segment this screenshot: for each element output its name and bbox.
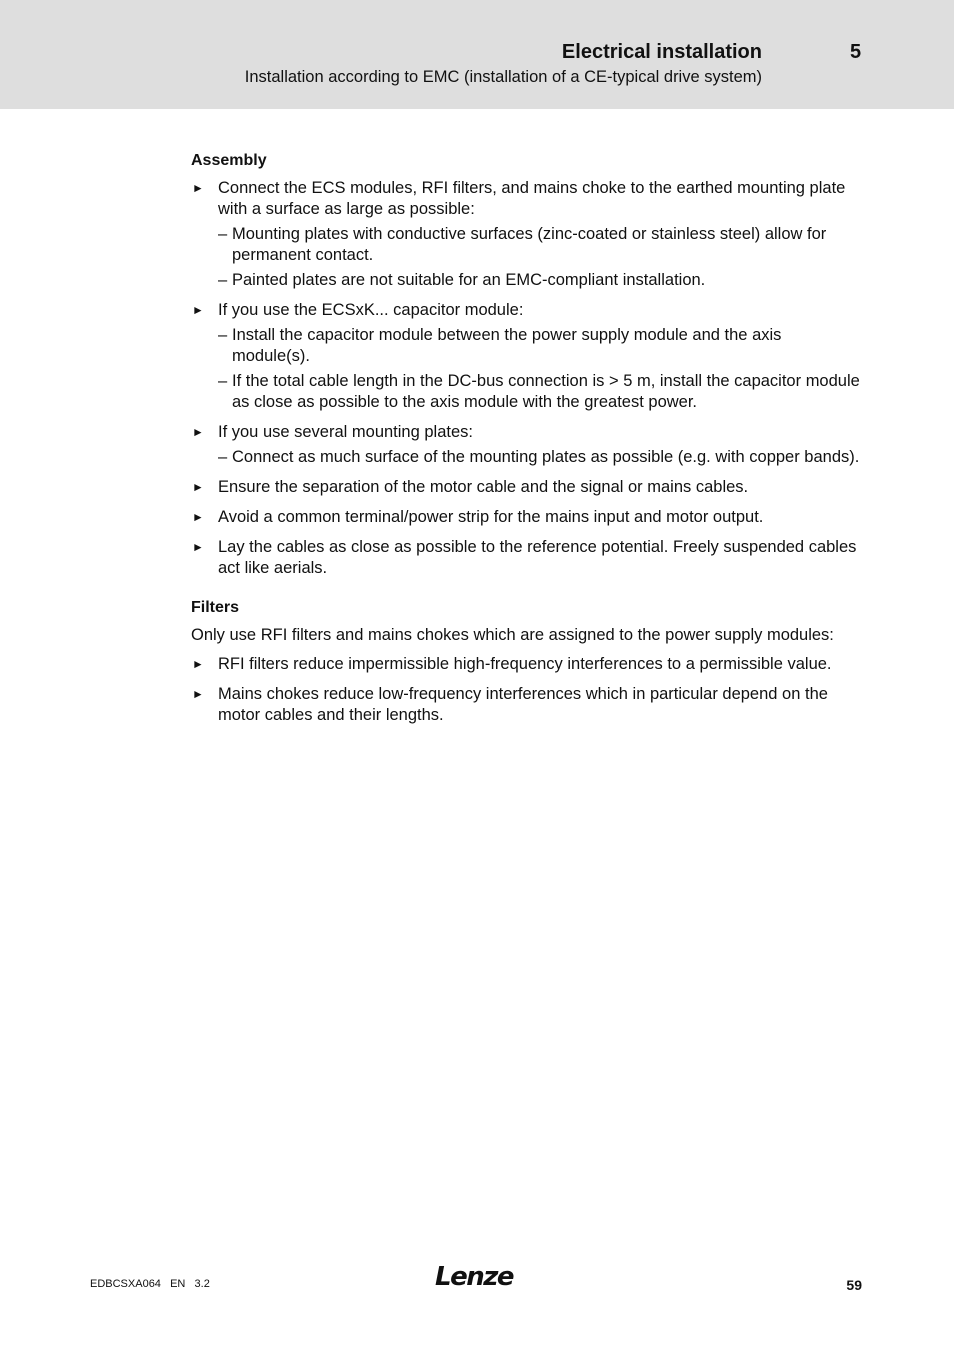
sub-list-item-text: Install the capacitor module between the power supply module and the axis module(s).	[232, 326, 782, 365]
dash-icon: –	[218, 326, 228, 344]
list-item	[191, 537, 861, 579]
sub-list-item-text: If the total cable length in the DC-bus connection is > 5 m, install the capacitor module as close as possible to the axis module with the greatest power.	[232, 372, 860, 411]
dash-icon: –	[218, 271, 228, 289]
dash-icon: –	[218, 372, 228, 390]
sub-list-item	[218, 447, 861, 468]
list-item	[191, 422, 861, 468]
dash-icon: –	[218, 225, 228, 243]
sub-list-item	[218, 224, 861, 266]
chapter-title: Electrical installation	[561, 41, 762, 63]
list-item	[191, 300, 861, 413]
section-heading-assembly: Assembly	[191, 152, 267, 169]
sub-list-item-text: Painted plates are not suitable for an EMC-compliant installation.	[232, 271, 706, 289]
list-item	[191, 178, 861, 291]
list-item-text: Ensure the separation of the motor cable and the signal or mains cables.	[218, 478, 749, 496]
page-number: 59	[846, 1277, 862, 1293]
dash-icon: –	[218, 448, 228, 466]
list-item	[191, 477, 861, 498]
bullet-arrow-icon: ►	[192, 540, 204, 554]
list-item-text: Avoid a common terminal/power strip for the mains input and motor output.	[218, 508, 764, 526]
list-item	[191, 507, 861, 528]
sub-list	[218, 447, 861, 468]
assembly-list	[191, 178, 861, 579]
main-content	[191, 150, 861, 735]
chapter-subtitle: Installation according to EMC (installation of a CE-typical drive system)	[244, 68, 762, 86]
list-item	[191, 684, 861, 726]
list-item-text: RFI filters reduce impermissible high-frequency interferences to a permissible value.	[218, 655, 832, 673]
list-item-text: Mains chokes reduce low-frequency interferences which in particular depend on the motor cables and their lengths.	[218, 685, 828, 724]
list-item-text: If you use several mounting plates:	[218, 423, 473, 441]
bullet-arrow-icon: ►	[192, 657, 204, 671]
page-header	[0, 0, 954, 109]
lenze-logo: Lenze	[435, 1262, 513, 1292]
sub-list-item-text: Connect as much surface of the mounting plates as possible (e.g. with copper bands).	[232, 448, 860, 466]
list-item-text: If you use the ECSxK... capacitor module:	[218, 301, 524, 319]
list-item-text: Lay the cables as close as possible to the reference potential. Freely suspended cables act like aerials.	[218, 538, 857, 577]
sub-list-item-text: Mounting plates with conductive surfaces (zinc-coated or stainless steel) allow for permanent contact.	[232, 225, 827, 264]
bullet-arrow-icon: ►	[192, 510, 204, 524]
sub-list-item	[218, 325, 861, 367]
bullet-arrow-icon: ►	[192, 181, 204, 195]
sub-list	[218, 224, 861, 291]
list-item-text: Connect the ECS modules, RFI filters, and mains choke to the earthed mounting plate with a surface as large as possible:	[218, 179, 846, 218]
filters-list	[191, 654, 861, 726]
sub-list-item	[218, 371, 861, 413]
bullet-arrow-icon: ►	[192, 425, 204, 439]
section-heading-filters: Filters	[191, 599, 240, 616]
filters-intro: Only use RFI filters and mains chokes which are assigned to the power supply modules:	[191, 626, 834, 644]
sub-list-item	[218, 270, 861, 291]
document-id: EDBCSXA064 EN 3.2	[90, 1278, 210, 1290]
chapter-number: 5	[850, 41, 862, 63]
bullet-arrow-icon: ►	[192, 687, 204, 701]
sub-list	[218, 325, 861, 413]
list-item	[191, 654, 861, 675]
bullet-arrow-icon: ►	[192, 303, 204, 317]
bullet-arrow-icon: ►	[192, 480, 204, 494]
